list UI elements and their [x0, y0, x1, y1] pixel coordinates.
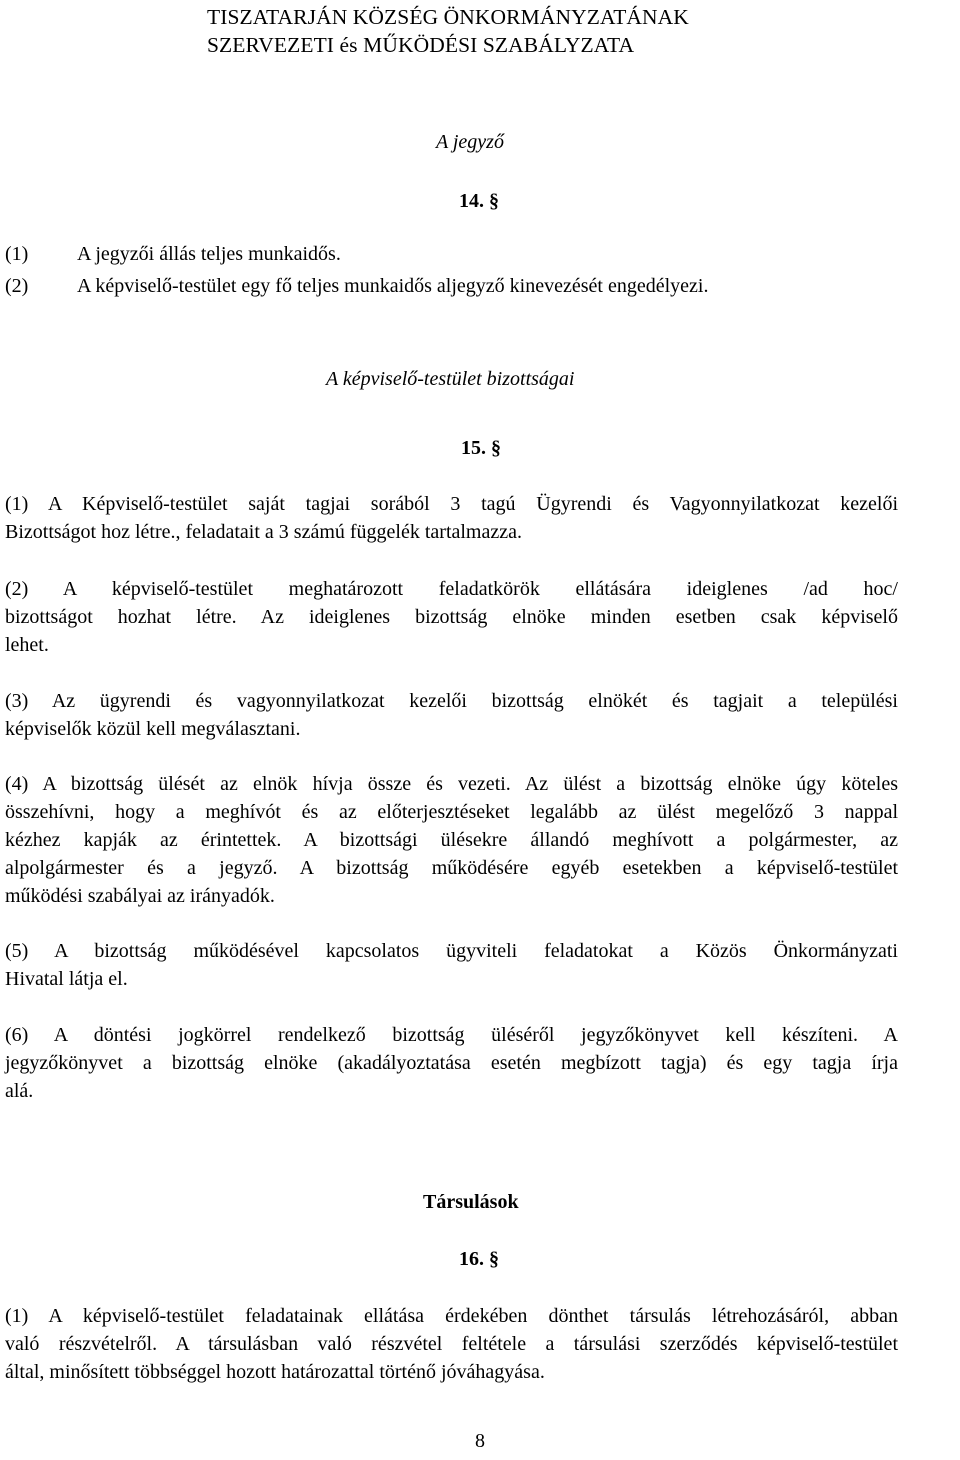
paragraph-15-6: (6) A döntési jogkörrel rendelkező bizottság üléséről jegyzőkönyvet kell készíteni. A jegyzőkönyvet a bizottság elnöke (akadályoztatása esetén megbízott tagja) és egy tagja írja alá.	[5, 1024, 898, 1102]
paragraph-15-2: (2) A képviselő-testület meghatározott feladatkörök ellátására ideiglenes /ad hoc/ bizottságot hozhat létre. Az ideiglenes bizottság elnöke minden esetben csak képviselő lehet.	[5, 578, 898, 656]
paragraph-15-3: (3) Az ügyrendi és vagyonnyilatkozat kezelői bizottság elnökét és tagjait a települési képviselők közül kell megválasztani.	[5, 690, 898, 740]
list-item: (2) A képviselő-testület egy fő teljes munkaidős aljegyző kinevezését engedélyezi.	[5, 275, 709, 297]
section-14-title: A jegyző	[436, 131, 504, 153]
section-16-paragraph-number: 16. §	[459, 1248, 499, 1270]
paragraph-16-1: (1) A képviselő-testület feladatainak ellátása érdekében dönthet társulás létrehozásáról, abban való részvételről. A társulásban való részvétel feltétele a társulási szerződés képviselő-testület által, minősített többséggel hozott határozattal történő jóváhagyása.	[5, 1305, 898, 1383]
section-14-paragraph-number: 14. §	[459, 190, 499, 212]
header-line-2: SZERVEZETI és MŰKÖDÉSI SZABÁLYZATA	[207, 33, 635, 57]
list-item: (1) A jegyzői állás teljes munkaidős.	[5, 243, 341, 265]
paragraph-15-5: (5) A bizottság működésével kapcsolatos ügyviteli feladatokat a Közös Önkormányzati Hivatal látja el.	[5, 940, 898, 990]
section-sign-icon: §	[491, 437, 501, 459]
page-number: 8	[475, 1430, 485, 1452]
section-sign-icon: §	[489, 1248, 499, 1270]
section-15-title: A képviselő-testület bizottságai	[326, 368, 575, 390]
section-15-paragraph-number: 15. §	[461, 437, 501, 459]
section-16-title: Társulások	[423, 1191, 519, 1213]
paragraph-15-4: (4) A bizottság ülését az elnök hívja össze és vezeti. Az ülést a bizottság elnöke úgy köteles összehívni, hogy a meghívót és az előterjesztéseket legalább az ülést megelőző 3 nappal kézhez kapják az érintettek. A bizottsági ülésekre állandó meghívott a polgármester, az alpolgármester és a jegyző. A bizottság működésére egyéb esetekben a képviselő-testület működési szabályai az irányadók.	[5, 773, 898, 907]
paragraph-15-1: (1) A Képviselő-testület saját tagjai sorából 3 tagú Ügyrendi és Vagyonnyilatkozat kezelői Bizottságot hoz létre., feladatait a 3 számú függelék tartalmazza.	[5, 493, 898, 543]
header-line-1: TISZATARJÁN KÖZSÉG ÖNKORMÁNYZATÁNAK	[207, 5, 689, 29]
section-sign-icon: §	[489, 190, 499, 212]
